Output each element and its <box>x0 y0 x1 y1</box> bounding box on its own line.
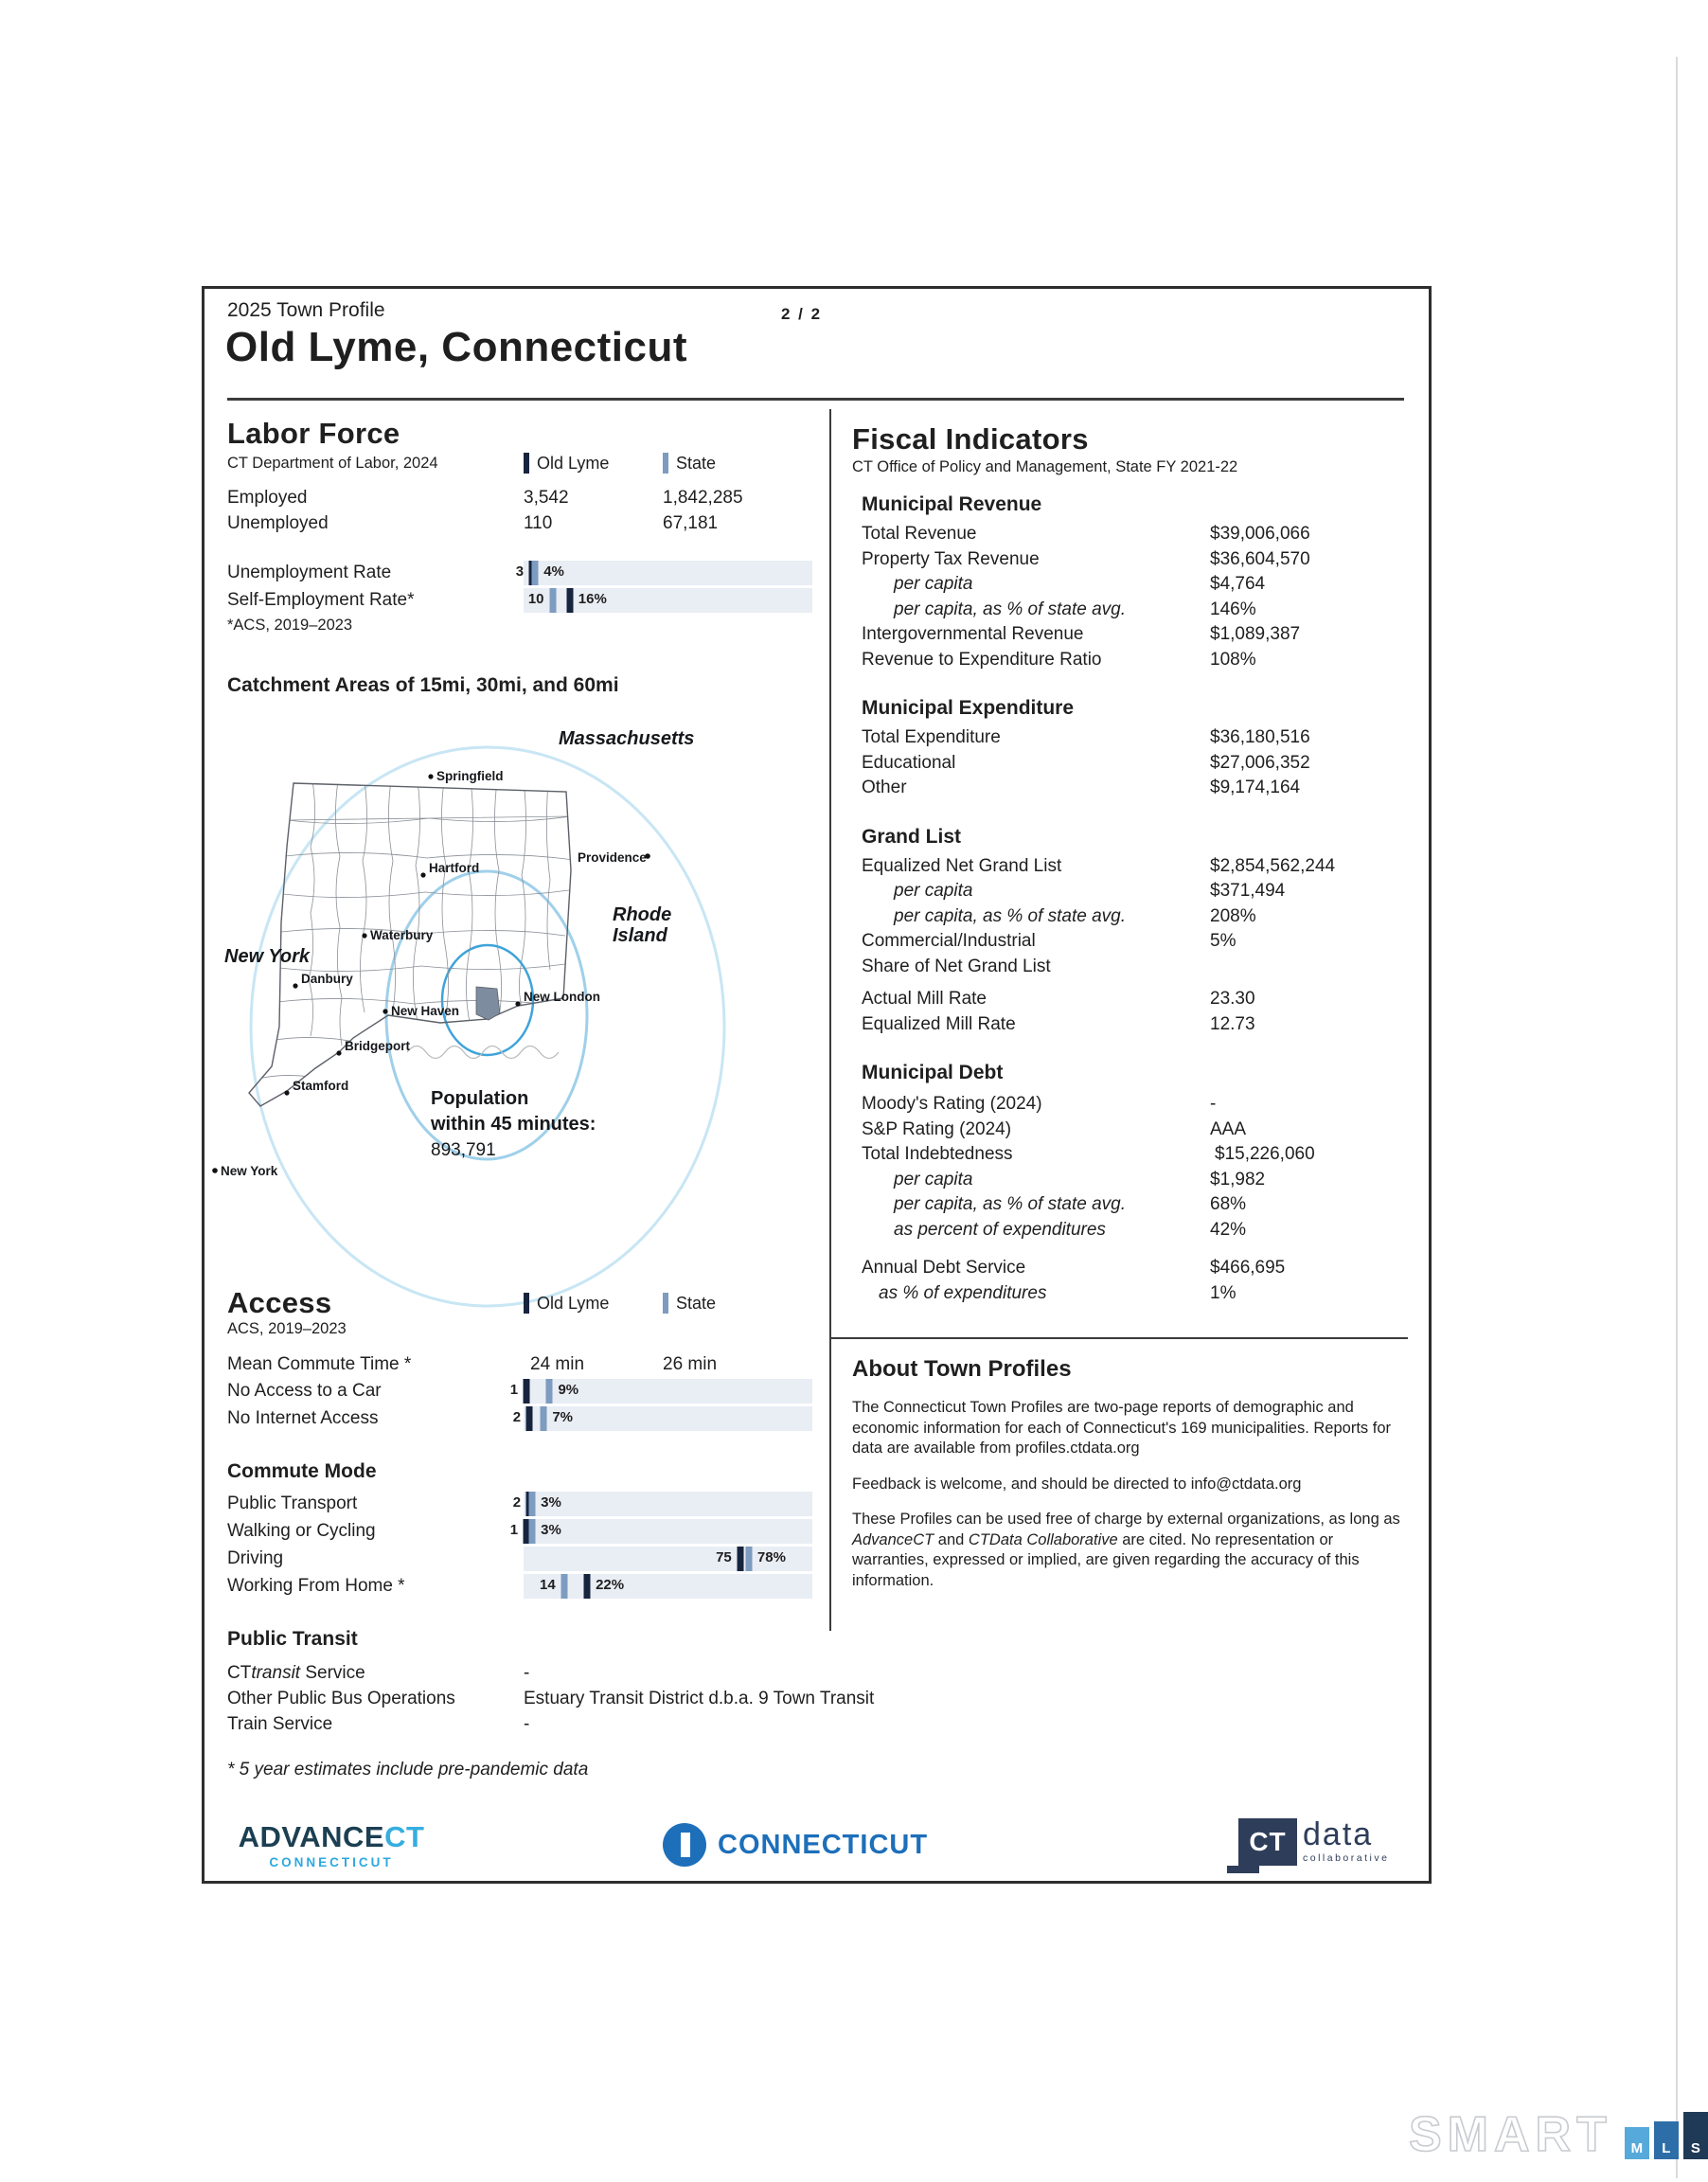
fiscal-row: Other $9,174,164 <box>862 778 1301 797</box>
water-wave-line <box>407 1046 559 1059</box>
municipal-revenue-heading: Municipal Revenue <box>862 493 1042 515</box>
state-legend-tick <box>663 453 668 474</box>
ctdata-collaborative: collaborative <box>1303 1852 1390 1864</box>
fiscal-row: per capita $4,764 <box>894 574 1266 594</box>
no-car-row <box>227 1378 822 1404</box>
walking-cycling-row <box>227 1518 822 1545</box>
unemployed-state: 67,181 <box>663 513 719 533</box>
about-section-divider <box>829 1337 1408 1339</box>
new-london-label: New London <box>524 990 600 1004</box>
train-label: Train Service <box>227 1714 333 1734</box>
fiscal-row: per capita, as % of state avg. 146% <box>894 599 1256 619</box>
fiscal-row: Revenue to Expenditure Ratio 108% <box>862 649 1256 670</box>
grand-list-heading: Grand List <box>862 825 962 848</box>
mean-commute-row <box>227 1351 822 1377</box>
catchment-map-svg <box>204 712 833 1275</box>
train-value: - <box>524 1714 530 1734</box>
fiscal-row: as percent of expenditures 42% <box>894 1219 1247 1240</box>
employed-row <box>227 485 822 510</box>
mean-commute-old-lyme: 24 min <box>530 1354 585 1374</box>
springfield-dot <box>428 774 433 778</box>
cttransit-value: - <box>524 1663 530 1683</box>
no-car-bar: 1 9% <box>524 1379 812 1404</box>
page-number: 2 / 2 <box>781 305 823 323</box>
population-line2: within 45 minutes: <box>431 1114 596 1135</box>
employed-old-lyme: 3,542 <box>524 488 569 508</box>
profile-year-label: 2025 Town Profile <box>227 299 385 321</box>
access-state-tick <box>663 1293 668 1314</box>
fiscal-row-commercial-industrial: Commercial/Industrial Share of Net Grand List 5% <box>862 931 1237 976</box>
ctdata-box-icon: CT <box>1238 1818 1297 1866</box>
train-row <box>227 1711 822 1737</box>
self-employment-rate-label: Self-Employment Rate* <box>227 590 415 610</box>
stamford-label: Stamford <box>293 1079 349 1093</box>
labor-force-source: CT Department of Labor, 2024 <box>227 454 438 472</box>
fiscal-row: Total Expenditure $36,180,516 <box>862 727 1310 747</box>
unemployed-row <box>227 510 822 536</box>
hartford-label: Hartford <box>429 861 480 875</box>
labor-force-legend-row <box>227 453 822 474</box>
connecticut-wordmark: CONNECTICUT <box>718 1829 929 1860</box>
fiscal-row: per capita $371,494 <box>894 881 1286 901</box>
ctdata-logo <box>1238 1818 1389 1866</box>
access-legend-old-lyme <box>524 1293 663 1314</box>
bus-label: Other Public Bus Operations <box>227 1689 455 1708</box>
page-title: Old Lyme, Connecticut <box>225 324 688 370</box>
connecticut-c-icon <box>663 1823 706 1867</box>
self-employment-rate-bar: 10 16% <box>524 588 812 613</box>
unemployment-rate-bar: 3 4% <box>524 561 812 585</box>
bridgeport-dot <box>336 1050 341 1055</box>
left-column <box>227 417 822 697</box>
new-london-dot <box>515 1001 520 1006</box>
employed-state: 1,842,285 <box>663 488 743 508</box>
smart-wordmark: SMART <box>1409 2107 1612 2162</box>
fiscal-row: Intergovernmental Revenue $1,089,387 <box>862 624 1301 644</box>
circle-60mi <box>251 747 724 1306</box>
fiscal-indicators-section <box>852 422 1411 1306</box>
self-employment-rate-row <box>227 587 822 614</box>
springfield-label: Springfield <box>436 769 504 783</box>
walking-cycling-label: Walking or Cycling <box>227 1521 376 1541</box>
state-outline <box>249 783 571 1106</box>
advancect-logo <box>232 1820 431 1869</box>
advance-word: ADVANCE <box>238 1820 385 1853</box>
no-internet-label: No Internet Access <box>227 1408 379 1428</box>
title-rule <box>227 398 1404 401</box>
annual-debt-pct-row: as % of expenditures 1% <box>879 1282 1237 1303</box>
about-paragraph-3: These Profiles can be used free of charge by external organizations, as long as AdvanceCT and CTData Collaborative are cited. No representation or warranties, expressed or implied, are given regarding the accuracy of this information. <box>852 1511 1400 1589</box>
mean-commute-state: 26 min <box>663 1354 718 1374</box>
walking-cycling-bar: 1 3% <box>524 1519 812 1544</box>
new-york-city-dot <box>212 1168 218 1173</box>
access-legend-state <box>663 1293 716 1314</box>
wfh-bar: 14 22% <box>524 1574 812 1599</box>
employed-label: Employed <box>227 488 308 508</box>
unemployment-rate-row <box>227 560 822 586</box>
fiscal-row: per capita $1,982 <box>894 1169 1266 1189</box>
access-legend-state-label: State <box>676 1293 717 1313</box>
scan-edge-line <box>1676 57 1678 2178</box>
no-internet-bar: 2 7% <box>524 1406 812 1431</box>
population-line1: Population <box>431 1088 529 1109</box>
fiscal-row: Moody's Rating (2024) - <box>862 1094 1217 1114</box>
bridgeport-label: Bridgeport <box>345 1039 410 1053</box>
wfh-label: Working From Home * <box>227 1576 405 1596</box>
unemployment-rate-label: Unemployment Rate <box>227 563 392 582</box>
wfh-row <box>227 1573 822 1600</box>
fiscal-heading: Fiscal Indicators <box>852 422 1089 456</box>
danbury-label: Danbury <box>301 972 353 986</box>
labor-force-heading: Labor Force <box>227 417 400 450</box>
access-old-lyme-tick <box>524 1293 529 1314</box>
connecticut-logo <box>663 1823 928 1867</box>
pre-pandemic-footnote: * 5 year estimates include pre-pandemic data <box>227 1760 589 1780</box>
rhode-island-label-2: Island <box>613 925 667 946</box>
access-legend-old-lyme-label: Old Lyme <box>537 1293 610 1313</box>
smart-mls-watermark <box>1409 2107 1708 2162</box>
fiscal-row: per capita, as % of state avg. 68% <box>894 1194 1247 1214</box>
old-lyme-town-shape <box>476 987 500 1020</box>
advance-ct: CT <box>384 1820 425 1853</box>
new-york-city-label: New York <box>221 1164 278 1178</box>
bus-value: Estuary Transit District d.b.a. 9 Town Transit <box>524 1689 875 1708</box>
access-section <box>227 1286 875 1780</box>
legend-state <box>663 453 716 474</box>
cttransit-label: CTtransit Service <box>227 1663 365 1683</box>
public-transit-heading: Public Transit <box>227 1628 358 1650</box>
access-source: ACS, 2019–2023 <box>227 1320 347 1337</box>
public-transport-row <box>227 1491 822 1517</box>
fiscal-row: Total Indebtedness $15,226,060 <box>862 1144 1315 1164</box>
providence-label: Providence <box>578 850 647 865</box>
unemployed-old-lyme: 110 <box>524 513 553 533</box>
stamford-dot <box>284 1090 289 1095</box>
legend-old-lyme-label: Old Lyme <box>537 453 610 473</box>
about-paragraph-1: The Connecticut Town Profiles are two-page reports of demographic and economic information for each of Connecticut's 169 municipalities. Reports for data are available from profiles.ctdata.org <box>852 1399 1392 1457</box>
old-lyme-legend-tick <box>524 453 529 474</box>
no-car-label: No Access to a Car <box>227 1381 382 1401</box>
fiscal-row: Equalized Net Grand List $2,854,562,244 <box>862 855 1336 876</box>
unemployed-label: Unemployed <box>227 513 329 533</box>
population-value: 893,791 <box>431 1140 496 1160</box>
fiscal-row: Equalized Mill Rate 12.73 <box>862 1013 1255 1034</box>
fiscal-row: Educational $27,006,352 <box>862 752 1310 773</box>
about-town-profiles <box>852 1356 1401 1591</box>
fiscal-source: CT Office of Policy and Management, State FY 2021-22 <box>852 458 1238 475</box>
driving-label: Driving <box>227 1548 284 1568</box>
mean-commute-label: Mean Commute Time * <box>227 1354 412 1374</box>
municipal-debt-heading: Municipal Debt <box>862 1062 1004 1083</box>
fiscal-row: S&P Rating (2024) AAA <box>862 1118 1247 1139</box>
fiscal-row: Total Revenue $39,006,066 <box>862 524 1310 544</box>
legend-old-lyme <box>524 453 663 474</box>
mls-s-box: S <box>1683 2112 1708 2159</box>
municipal-expenditure-heading: Municipal Expenditure <box>862 697 1075 719</box>
catchment-heading: Catchment Areas of 15mi, 30mi, and 60mi <box>227 674 619 696</box>
rhode-island-label-1: Rhode <box>613 904 672 925</box>
mls-m-box: M <box>1625 2127 1649 2159</box>
advance-connecticut: CONNECTICUT <box>269 1855 394 1869</box>
fiscal-row: Actual Mill Rate 23.30 <box>862 989 1255 1009</box>
commute-mode-heading: Commute Mode <box>227 1460 377 1482</box>
new-york-region-label: New York <box>224 946 311 967</box>
fiscal-row: per capita, as % of state avg. 208% <box>894 905 1256 926</box>
waterbury-label: Waterbury <box>370 928 434 942</box>
catchment-map <box>204 712 833 1275</box>
waterbury-dot <box>362 933 366 938</box>
legend-state-label: State <box>676 453 717 473</box>
public-transport-label: Public Transport <box>227 1493 358 1513</box>
danbury-dot <box>293 983 297 988</box>
about-heading: About Town Profiles <box>852 1356 1072 1382</box>
new-haven-dot <box>383 1009 387 1013</box>
driving-bar: 75 78% <box>524 1547 812 1571</box>
fiscal-row: Property Tax Revenue $36,604,570 <box>862 548 1310 569</box>
access-heading: Access <box>227 1286 332 1319</box>
bus-row <box>227 1686 875 1711</box>
annual-debt-service-row: Annual Debt Service $466,695 <box>862 1258 1286 1278</box>
driving-row <box>227 1546 822 1572</box>
public-transport-bar: 2 3% <box>524 1492 812 1516</box>
new-haven-label: New Haven <box>391 1004 460 1018</box>
acs-footnote: *ACS, 2019–2023 <box>227 617 353 634</box>
mls-l-box: L <box>1654 2121 1679 2159</box>
cttransit-row <box>227 1660 822 1686</box>
about-paragraph-2: Feedback is welcome, and should be directed to info@ctdata.org <box>852 1475 1302 1493</box>
no-internet-row <box>227 1405 822 1432</box>
hartford-dot <box>420 872 425 877</box>
ctdata-wordmark: data <box>1303 1816 1374 1852</box>
massachusetts-label: Massachusetts <box>559 728 695 749</box>
